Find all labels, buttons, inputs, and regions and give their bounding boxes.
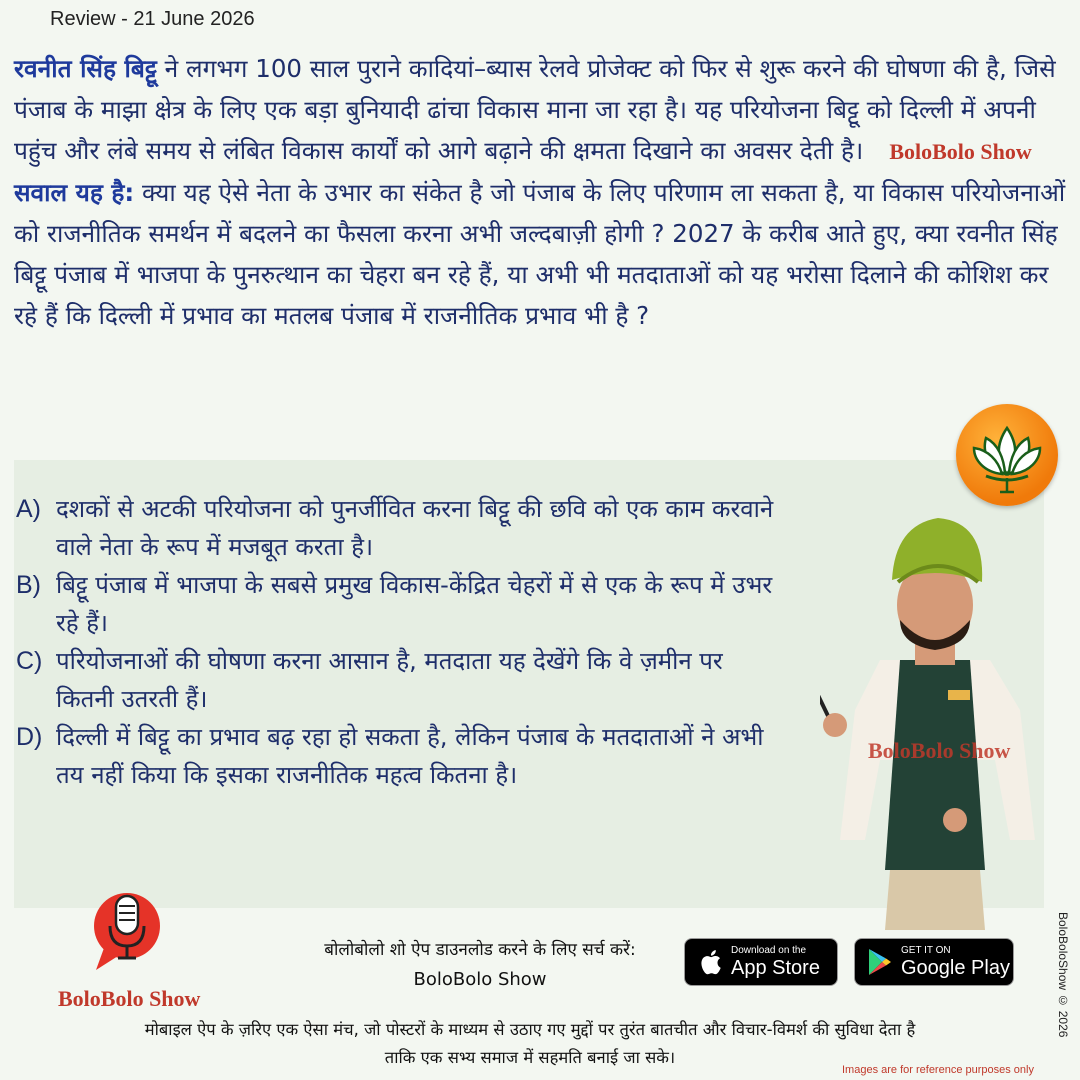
google-play-button[interactable] (854, 938, 1014, 986)
option-text: दशकों से अटकी परियोजना को पुनर्जीवित करना बिट्टू की छवि को एक काम करवाने वाले नेता के रूप में मजबूत करता है। (56, 495, 774, 561)
review-date: Review - 21 June 2026 (50, 8, 255, 30)
google-big-text: Google Play (901, 957, 1010, 979)
option-text: परियोजनाओं की घोषणा करना आसान है, मतदाता यह देखेंगे कि वे ज़मीन पर कितनी उतरती हैं। (56, 647, 723, 713)
poll-options (16, 490, 776, 794)
download-instructions (290, 936, 670, 994)
inline-watermark: BoloBolo Show (889, 139, 1032, 164)
microphone-icon (92, 886, 162, 976)
intro-text (14, 48, 1070, 336)
option-a[interactable] (16, 490, 776, 566)
option-text: बिट्टू पंजाब में भाजपा के सबसे प्रमुख विकास-केंद्रित चेहरों में से एक के रूप में उभर रहे हैं। (56, 571, 773, 637)
option-text: दिल्ली में बिट्टू का प्रभाव बढ़ रहा हो सकता है, लेकिन पंजाब के मतदाताओं ने अभी तय नहीं किया कि इसका राजनीतिक महत्व कितना है। (56, 723, 764, 789)
appstore-small-text: Download on the (731, 945, 807, 956)
app-store-button[interactable] (684, 938, 838, 986)
option-label: D) (16, 723, 43, 751)
option-c[interactable] (16, 642, 776, 718)
google-small-text: GET IT ON (901, 945, 951, 956)
download-text: बोलोबोलो शो ऐप डाउनलोड करने के लिए सर्च करें: (324, 940, 636, 960)
copyright-vertical: BoloBoloShow © 2026 (1056, 912, 1070, 1038)
image-watermark: BoloBolo Show (868, 738, 1011, 763)
question-label: सवाल यह है: (14, 178, 135, 207)
footer-line-1: मोबाइल ऐप के ज़रिए एक ऐसा मंच, जो पोस्टरों के माध्यम से उठाए गए मुद्दों पर तुरंत बातचीत और विचार-विमर्श की सुविधा देता है (144, 1020, 916, 1039)
option-d[interactable] (16, 718, 776, 794)
app-name: BoloBolo Show (413, 969, 547, 990)
disclaimer: Images are for reference purposes only (842, 1064, 1034, 1076)
google-play-icon (863, 948, 897, 976)
option-label: B) (16, 571, 41, 599)
lotus-icon (956, 404, 1058, 506)
option-label: A) (16, 495, 41, 523)
option-label: C) (16, 647, 43, 675)
footer-line-2: ताकि एक सभ्य समाज में सहमति बनाई जा सके। (384, 1048, 676, 1067)
question-text: क्या यह ऐसे नेता के उभार का संकेत है जो पंजाब के लिए परिणाम ला सकता है, या विकास परियोजनाओं को राजनीतिक समर्थन में बदलने का फैसला करना अभी जल्दबाज़ी होगी ? 2027 के करीब आते हुए, क्या रवनीत सिंह बिट्टू पंजाब में भाजपा के पुनरुत्थान का चेहरा बन रहे हैं, या अभी भी मतदाताओं को यह भरोसा दिलाने की कोशिश कर रहे हैं कि दिल्ली में प्रभाव का मतलब पंजाब में राजनीतिक प्रभाव भी है ? (14, 178, 1066, 330)
intro-paragraph: ने लगभग 100 साल पुराने कादियां–ब्यास रेलवे प्रोजेक्ट को फिर से शुरू करने की घोषणा की है, जिसे पंजाब के माझा क्षेत्र के लिए एक बड़ा बुनियादी ढांचा विकास माना जा रहा है। यह परियोजना बिट्टू को दिल्ली में अपनी पहुंच और लंबे समय से लंबित विकास कार्यों को आगे बढ़ाने की क्षमता दिखाने का अवसर देती है। (14, 54, 1056, 165)
apple-icon (693, 948, 727, 976)
appstore-big-text: App Store (731, 957, 820, 979)
leader-illustration (820, 510, 1050, 930)
leader-name: रवनीत सिंह बिट्टू (14, 54, 157, 83)
option-b[interactable] (16, 566, 776, 642)
brand-name: BoloBolo Show (58, 986, 201, 1011)
